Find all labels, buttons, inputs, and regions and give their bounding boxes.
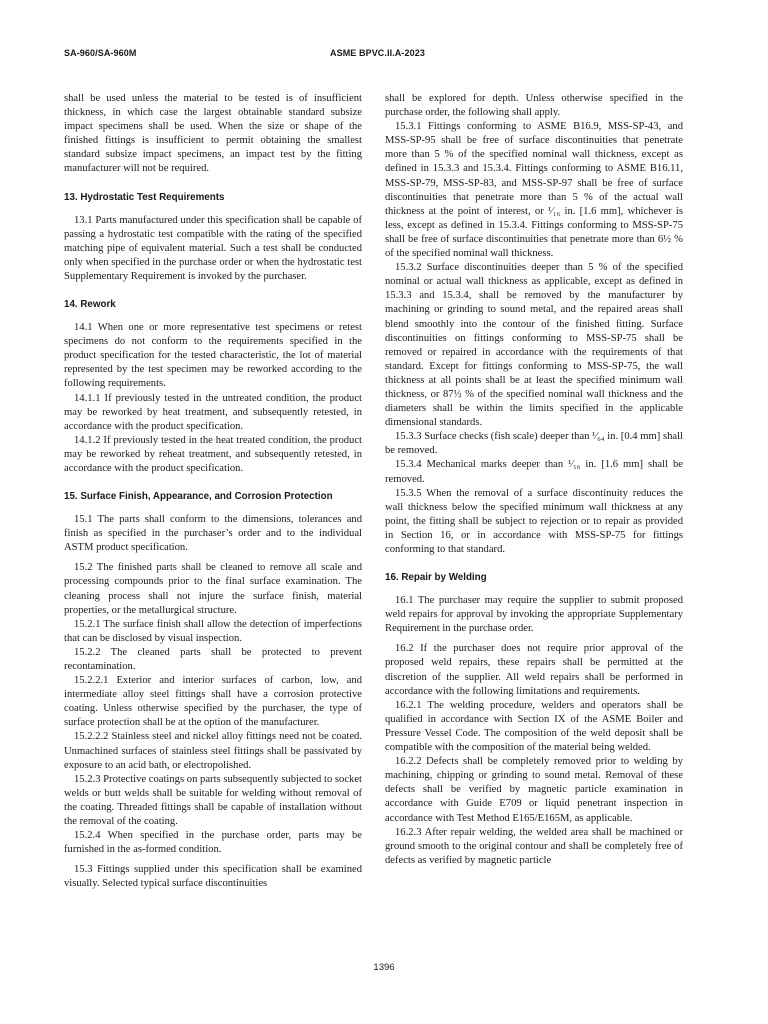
paragraph-intro: shall be used unless the material to be tested is of insufficient thickness, in which case the largest obtainable standard subsize impact specimens shall be used. When the size or shape of the finished fittings is insufficient to permit obtaining the smallest standard subsize impact specimens, an impact test by the fitting manufacturer will not be required. — [64, 93, 362, 175]
paragraph-15-2-3: 15.2.3 Protective coatings on parts subsequently subjected to socket welds or butt welds shall be suitable for welding without removal of the coating. Threaded fittings shall be capable of installation without the removal of the coating. — [64, 773, 362, 828]
paragraph-15-2: 15.2 The finished parts shall be cleaned to remove all scale and processing compounds prior to the final surface examination. The cleaning process shall not injure the surface finish, material properties, or the metallurgical structure. — [64, 562, 362, 616]
running-header-center: ASME BPVC.II.A-2023 — [330, 48, 425, 58]
paragraph-14-1: 14.1 When one or more representative test specimens or retest specimens do not conform to the requirements specified in the product specification for the tested characteristic, the lot of material represented by the test specimen may be reworked according to the following requirements. — [64, 322, 362, 390]
paragraph-14-1-2: 14.1.2 If previously tested in the heat treated condition, the product may be reworked by reheat treatment, and subsequently retested, in accordance with the product specification. — [64, 434, 362, 474]
paragraph-16-2-1: 16.2.1 The welding procedure, welders and operators shall be qualified in accordance with Section IX of the ASME Boiler and Pressure Vessel Code. The composition of the weld deposit shall be compatible with the composition of the material being welded. — [385, 699, 683, 754]
paragraph-15-1: 15.1 The parts shall conform to the dimensions, tolerances and finish as specified in the purchaser’s order and to the individual ASTM product specification. — [64, 514, 362, 554]
paragraph-15-3-1: 15.3.1 Fittings conforming to ASME B16.9, MSS-SP-43, and MSS-SP-95 shall be free of surface discontinuities that penetrate more than 5 % of the specified nominal wall thickness, except as defined in 15.3.3 and 15.3.4. Fittings conforming to ASME B16.11, MSS-SP-79, MSS-SP-83, and MSS-SP-97 shall be free of surface discontinuities that penetrate more than 5 % of the actual wall thickness at the point of interest, or ¹⁄₁₆ in. [1.6 mm], whichever is less, except as defined in 15.3.4. Fittings conforming to MSS-SP-75 shall be free of surface discontinuities that penetrate more than 6½ % of the specified nominal wall thickness. — [385, 121, 683, 260]
paragraph-13-1: 13.1 Parts manufactured under this specification shall be capable of passing a hydrostatic test compatible with the rating of the specified matching pipe of equivalent material. Such a test shall be conducted only when specified in the purchase order or when the hydrostatic test Supplementary Requirement is invoked by the purchaser. — [64, 214, 362, 282]
paragraph-15-3-4: 15.3.4 Mechanical marks deeper than ¹⁄₁₆ in. [1.6 mm] shall be removed. — [385, 459, 683, 485]
paragraph-15-3-5: 15.3.5 When the removal of a surface discontinuity reduces the wall thickness below the specified minimum wall thickness at any point, the fitting shall be subject to rejection or to repair as provided in Section 16, or in accordance with MSS-SP-75 for fittings conforming to that standard. — [385, 487, 683, 555]
paragraph-15-2-2: 15.2.2 The cleaned parts shall be protected to prevent recontamination. — [64, 646, 362, 672]
paragraph-16-1: 16.1 The purchaser may require the supplier to submit proposed weld repairs for approval by invoking the appropriate Supplementary Requirement in the purchase order. — [385, 595, 683, 635]
paragraph-continued: shall be explored for depth. Unless otherwise specified in the purchase order, the following shall apply. — [385, 93, 683, 119]
paragraph-15-2-4: 15.2.4 When specified in the purchase order, parts may be furnished in the as-formed condition. — [64, 830, 362, 856]
paragraph-15-2-2-1: 15.2.2.1 Exterior and interior surfaces of carbon, low, and intermediate alloy steel fittings shall have a corrosion protective coating. Unless otherwise specified by the purchaser, the type of surface protection shall be at the option of the manufacturer. — [64, 675, 362, 729]
paragraph-15-3: 15.3 Fittings supplied under this specification shall be examined visually. Selected typical surface discontinuities — [64, 864, 362, 890]
paragraph-15-3-3: 15.3.3 Surface checks (fish scale) deeper than ¹⁄₆₄ in. [0.4 mm] shall be removed. — [385, 431, 683, 457]
section-heading-14: 14. Rework — [64, 299, 116, 311]
paragraph-15-2-1: 15.2.1 The surface finish shall allow the detection of imperfections that can be disclosed by visual inspection. — [64, 618, 362, 644]
paragraph-16-2-2: 16.2.2 Defects shall be completely removed prior to welding by machining, chipping or grinding to sound metal. Removal of these defects shall be verified by magnetic particle examination in accordance with Guide E709 or liquid penetrant inspection in accordance with Test Method E165/E165M, as applicable. — [385, 756, 683, 824]
section-heading-16: 16. Repair by Welding — [385, 572, 487, 584]
section-heading-13: 13. Hydrostatic Test Requirements — [64, 191, 225, 203]
paragraph-15-2-2-2: 15.2.2.2 Stainless steel and nickel alloy fittings need not be coated. Unmachined surfaces of stainless steel fittings shall be passivated by exposure to an acid bath, or electropolished. — [64, 731, 362, 771]
page-number: 1396 — [373, 962, 395, 973]
paragraph-16-2-3: 16.2.3 After repair welding, the welded area shall be machined or ground smooth to the original contour and shall be completely free of defects as verified by magnetic particle — [385, 826, 683, 866]
right-column — [385, 92, 683, 868]
paragraph-15-3-2: 15.3.2 Surface discontinuities deeper than 5 % of the specified nominal or actual wall thickness as applicable, except as defined in 15.3.3 and 15.3.4, shall be removed by the manufacturer by machining or grinding to sound metal, and the repaired areas shall blend smoothly into the contour of the finished fitting. Surface discontinuities on fittings conforming to MSS-SP-75 shall be removed or repaired in accordance with the requirements of that standard. Except for fittings conforming to MSS-SP-75, the wall thickness at all points shall be at least the specified minimum wall thickness, or 87½ % of the specified nominal wall thickness and the diameters shall be within the limits specified in the applicable dimensional standards. — [385, 262, 683, 429]
paragraph-16-2: 16.2 If the purchaser does not require prior approval of the proposed weld repairs, these repairs shall be permitted at the discretion of the supplier. All weld repairs shall be performed in accordance with the following limitations and requirements. — [385, 643, 683, 697]
running-header-left: SA-960/SA-960M — [64, 48, 137, 58]
section-heading-15: 15. Surface Finish, Appearance, and Corrosion Protection — [64, 491, 333, 503]
left-column — [64, 92, 362, 892]
paragraph-14-1-1: 14.1.1 If previously tested in the untreated condition, the product may be reworked by heat treatment, and subsequently retested, in accordance with the product specification. — [64, 392, 362, 432]
